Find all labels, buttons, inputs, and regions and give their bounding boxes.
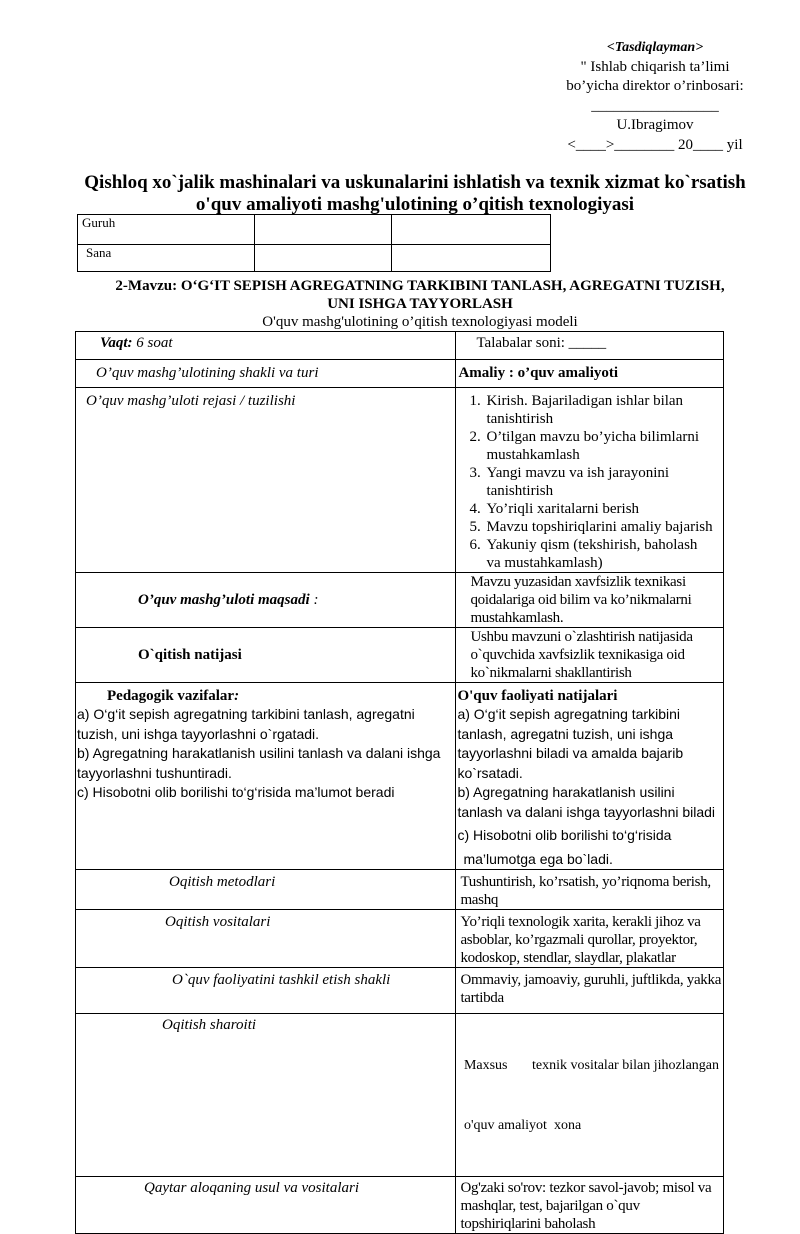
conditions-value-line-1: Maxsus texnik vositalar bilan jihozlangan	[460, 1058, 719, 1073]
document-title-line-1: Qishloq xo`jalik mashinalari va uskunalarini ishlatish va texnik xizmat ko`rsatish	[84, 172, 746, 193]
approval-name: U.Ibragimov	[616, 117, 694, 133]
goal-label: O’quv mashg’uloti maqsadi	[138, 592, 310, 608]
document-title	[40, 172, 790, 216]
learning-results-heading: O'quv faoliyati natijalari	[457, 688, 618, 704]
topic-line-2: UNI ISHGA TAYYORLASH	[327, 296, 513, 312]
pedagogical-tasks-colon: :	[234, 688, 240, 704]
plan-item: 6. Yakuniy qism (tekshirish, baholash va mustahkamlash)	[484, 536, 715, 572]
result-value: Ushbu mavzuni o`zlashtirish natijasida o`quvchida xavfsizlik texnikasiga oid ko`nikmalarni shakllantirish	[456, 628, 724, 683]
approval-block	[540, 38, 770, 155]
learning-results-cell	[456, 683, 724, 870]
plan-cell	[456, 388, 724, 573]
goal-label-cell	[76, 573, 456, 628]
plan-item: 4. Yo’riqli xaritalarni berish	[484, 500, 715, 518]
learning-result-b: b) Agregatning harakatlanish usilini tanlash va dalani ishga tayyorlashni biladi	[457, 784, 716, 820]
plan-list	[458, 392, 715, 572]
date-label: Sana	[78, 245, 255, 272]
feedback-value: Og'zaki so'rov: tezkor savol-javob; misol va mashqlar, test, bajarilgan o`quv topshiriqlarini baholash	[456, 1177, 724, 1234]
learning-result-c-line-1: c) Hisobotni olib borilishi to‘g‘risida	[457, 827, 672, 843]
feedback-label: Qaytar aloqaning usul va vositalari	[76, 1177, 456, 1234]
document-title-line-2: o'quv amaliyoti mashg'ulotining o’qitish texnologiyasi	[195, 194, 635, 215]
group-value-cell-2	[392, 215, 551, 245]
students-count: Talabalar soni: _____	[456, 332, 724, 360]
methods-label: Oqitish metodlari	[76, 870, 456, 910]
pedagogical-tasks-cell	[76, 683, 456, 870]
date-value-cell-1	[255, 245, 392, 272]
plan-item: 1. Kirish. Bajariladigan ishlar bilan tanishtirish	[484, 392, 715, 428]
topic-line-1: 2-Mavzu: O‘G‘IT SEPISH AGREGATNING TARKIBINI TANLASH, AGREGATNI TUZISH,	[115, 278, 725, 294]
goal-colon: :	[309, 592, 319, 608]
pedagogical-task-b: b) Agregatning harakatlanish usilini tanlash va dalani ishga tayyorlashni tushuntiradi.	[77, 745, 441, 781]
topic-heading	[60, 277, 780, 313]
group-label: Guruh	[78, 215, 255, 245]
means-label: Oqitish vositalari	[76, 910, 456, 968]
approval-heading: <Tasdiqlayman>	[606, 40, 704, 55]
result-label: O`qitish natijasi	[76, 628, 456, 683]
learning-result-a: a) O‘g‘it sepish agregatning tarkibini tanlash, agregatni tuzish, uni ishga tayyorlashni biladi va amalda bajarib ko`rsatadi.	[457, 706, 684, 781]
date-value-cell-2	[392, 245, 551, 272]
model-title: O'quv mashg'ulotining o’qitish texnologiyasi modeli	[262, 314, 578, 330]
approval-line-1: " Ishlab chiqarish ta’limi	[580, 58, 730, 75]
pedagogical-task-c: c) Hisobotni olib borilishi to‘g‘risida ma’lumot beradi	[77, 784, 395, 800]
means-value: Yo’riqli texnologik xarita, kerakli jihoz va asboblar, ko’rgazmali qurollar, proyektor, kodoskop, stendlar, slaydlar, plakatlar	[456, 910, 724, 968]
approval-line-2: bo’yicha direktor o’rinbosari:	[566, 78, 744, 94]
methods-value: Tushuntirish, ko’rsatish, yo’riqnoma berish, mashq	[456, 870, 724, 910]
pedagogical-tasks-heading	[77, 687, 451, 705]
organization-form-label: O`quv faoliyatini tashkil etish shakli	[76, 968, 456, 1014]
plan-label: O’quv mashg’uloti rejasi / tuzilishi	[76, 388, 456, 573]
pedagogical-task-a: a) O‘g‘it sepish agregatning tarkibini tanlash, agregatni tuzish, uni ishga tayyorlashni o`rgatadi.	[77, 706, 415, 742]
plan-item: 2. O’tilgan mavzu bo’yicha bilimlarni mustahkamlash	[484, 428, 715, 464]
pedagogical-tasks-title: Pedagogik vazifalar	[107, 688, 235, 704]
approval-date: <____>________ 20____ yil	[567, 136, 743, 153]
lesson-model-table	[75, 331, 724, 1234]
approval-signature-line: _________________	[591, 97, 719, 114]
conditions-label: Oqitish sharoiti	[76, 1014, 456, 1177]
time-label: Vaqt:	[100, 335, 133, 351]
time-cell	[76, 332, 456, 360]
conditions-cell	[456, 1014, 724, 1177]
organization-form-value: Ommaviy, jamoaviy, guruhli, juftlikda, yakka tartibda	[456, 968, 724, 1014]
group-date-table	[77, 214, 551, 272]
group-value-cell-1	[255, 215, 392, 245]
plan-item: 3. Yangi mavzu va ish jarayonini tanishtirish	[484, 464, 715, 500]
plan-item: 5. Mavzu topshiriqlarini amaliy bajarish	[484, 518, 715, 536]
goal-value: Mavzu yuzasidan xavfsizlik texnikasi qoidalariga oid bilim va ko’nikmalarni mustahkamlash.	[456, 573, 724, 628]
form-value: Amaliy : o’quv amaliyoti	[456, 360, 724, 388]
time-value: 6 soat	[132, 335, 173, 351]
form-label: O’quv mashg’ulotining shakli va turi	[76, 360, 456, 388]
conditions-value-line-2: o'quv amaliyot xona	[460, 1118, 582, 1133]
learning-result-c-line-2: ma’lumotga ega bo`ladi.	[463, 850, 613, 867]
